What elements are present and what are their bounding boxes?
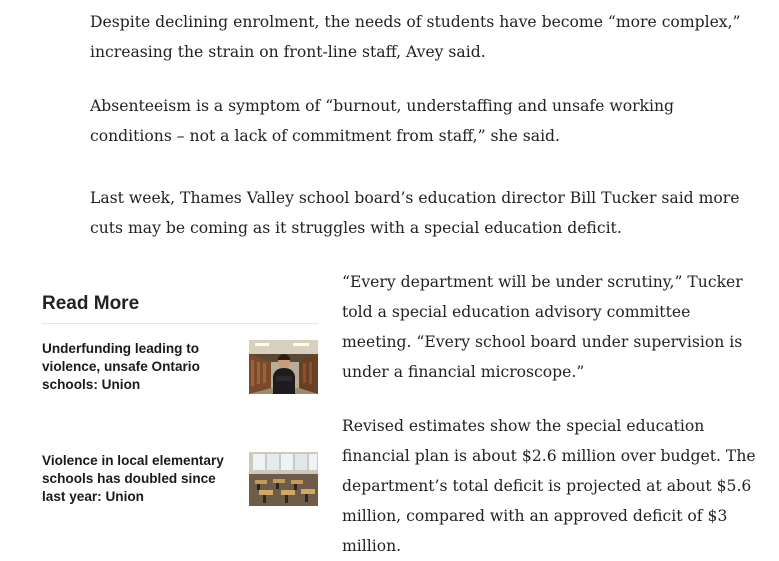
article-paragraph-2: Absenteeism is a symptom of “burnout, understaffing and unsafe working conditions – not a lack of commitment from staff,” she said.: [90, 97, 675, 145]
read-more-item-2[interactable]: [42, 452, 318, 508]
article-paragraph-5: Revised estimates show the special education financial plan is about $2.6 million over budget. The department’s total deficit is projected at about $5.6 million, compared with an approved deficit of $3 million.: [342, 417, 756, 555]
classroom-photo-icon[interactable]: [249, 452, 318, 506]
read-more-section: [42, 290, 318, 504]
read-more-item-1[interactable]: [42, 340, 318, 396]
read-more-title: Read More: [42, 290, 318, 324]
article-paragraph-3: Last week, Thames Valley school board’s education director Bill Tucker said more cuts may be coming as it struggles with a special education deficit.: [90, 189, 740, 237]
read-more-headline-1[interactable]: Underfunding leading to violence, unsafe Ontario schools: Union: [42, 341, 200, 392]
article-paragraph-1: Despite declining enrolment, the needs of students have become “more complex,” increasing the strain on front-line staff, Avey said.: [90, 13, 741, 61]
school-hallway-photo-icon[interactable]: [249, 340, 318, 394]
article-paragraph-4: “Every department will be under scrutiny,” Tucker told a special education advisory committee meeting. “Every school board under supervision is under a financial microscope.”: [342, 273, 743, 381]
read-more-headline-2[interactable]: Violence in local elementary schools has doubled since last year: Union: [42, 453, 224, 504]
